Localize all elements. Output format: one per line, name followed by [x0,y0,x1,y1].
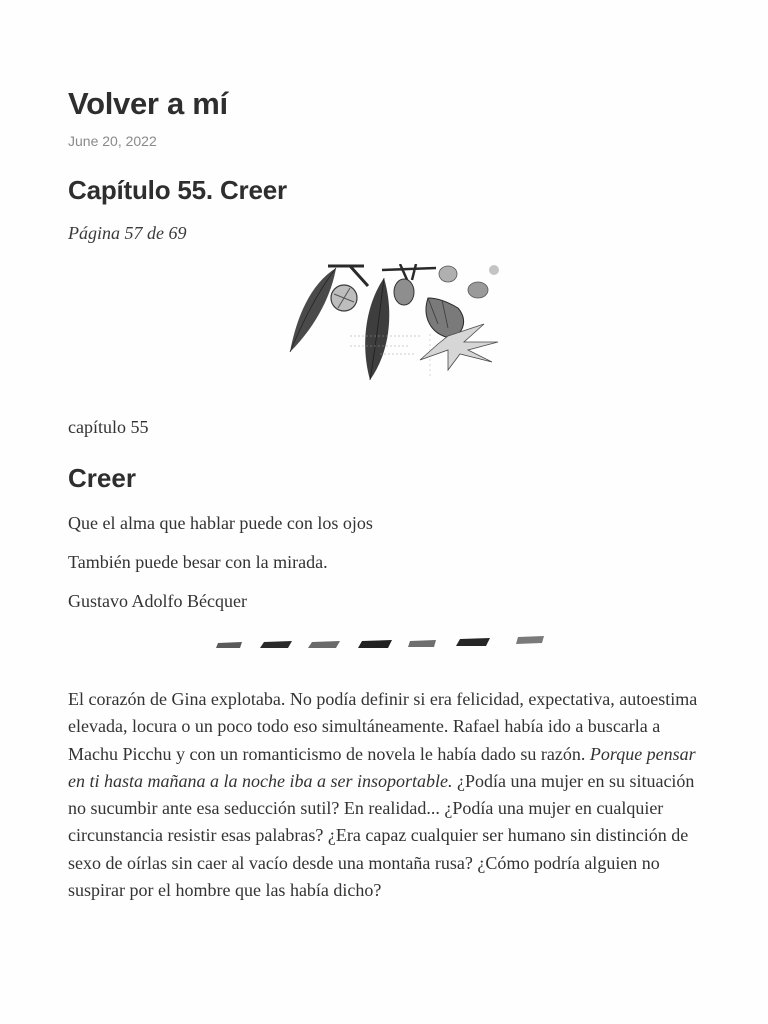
botanical-illustration-icon [288,264,510,384]
epigraph-author: Gustavo Adolfo Bécquer [68,591,247,611]
epigraph-line: Que el alma que hablar puede con los ojos [68,513,373,533]
body-text-part: El corazón de Gina explotaba. No podía definir si era felicidad, expectativa, autoestima elevada, locura o un poco todo eso simultáneamente. Rafael había ido a buscarla a Machu Picchu y con un romanticismo de novela le había dado su razón. [68,689,698,764]
dashed-brush-divider-icon [212,634,552,654]
book-title[interactable]: Volver a mí [68,86,228,121]
body-paragraph [68,686,708,904]
italic-quote: Porque pensar en ti hasta mañana a la noche iba a ser insoportable. [68,743,696,791]
chapter-title: Capítulo 55. Creer [68,175,287,205]
chapter-number-label: capítulo 55 [68,417,149,437]
epigraph-line: También puede besar con la mirada. [68,552,328,572]
publish-date: June 20, 2022 [68,133,157,149]
body-text-part: ¿Podía una mujer en su situación no sucumbir ante esa seducción sutil? En realidad... ¿Podía una mujer en cualquier circunstancia resistir esas palabras? ¿Era capaz cualquier ser humano sin distinción de sexo de oírlas sin caer al vacío desde una montaña rusa? ¿Cómo podría alguien no suspirar por el hombre que las había dicho? [68,770,695,901]
section-heading: Creer [68,463,136,493]
page-indicator: Página 57 de 69 [68,223,187,243]
